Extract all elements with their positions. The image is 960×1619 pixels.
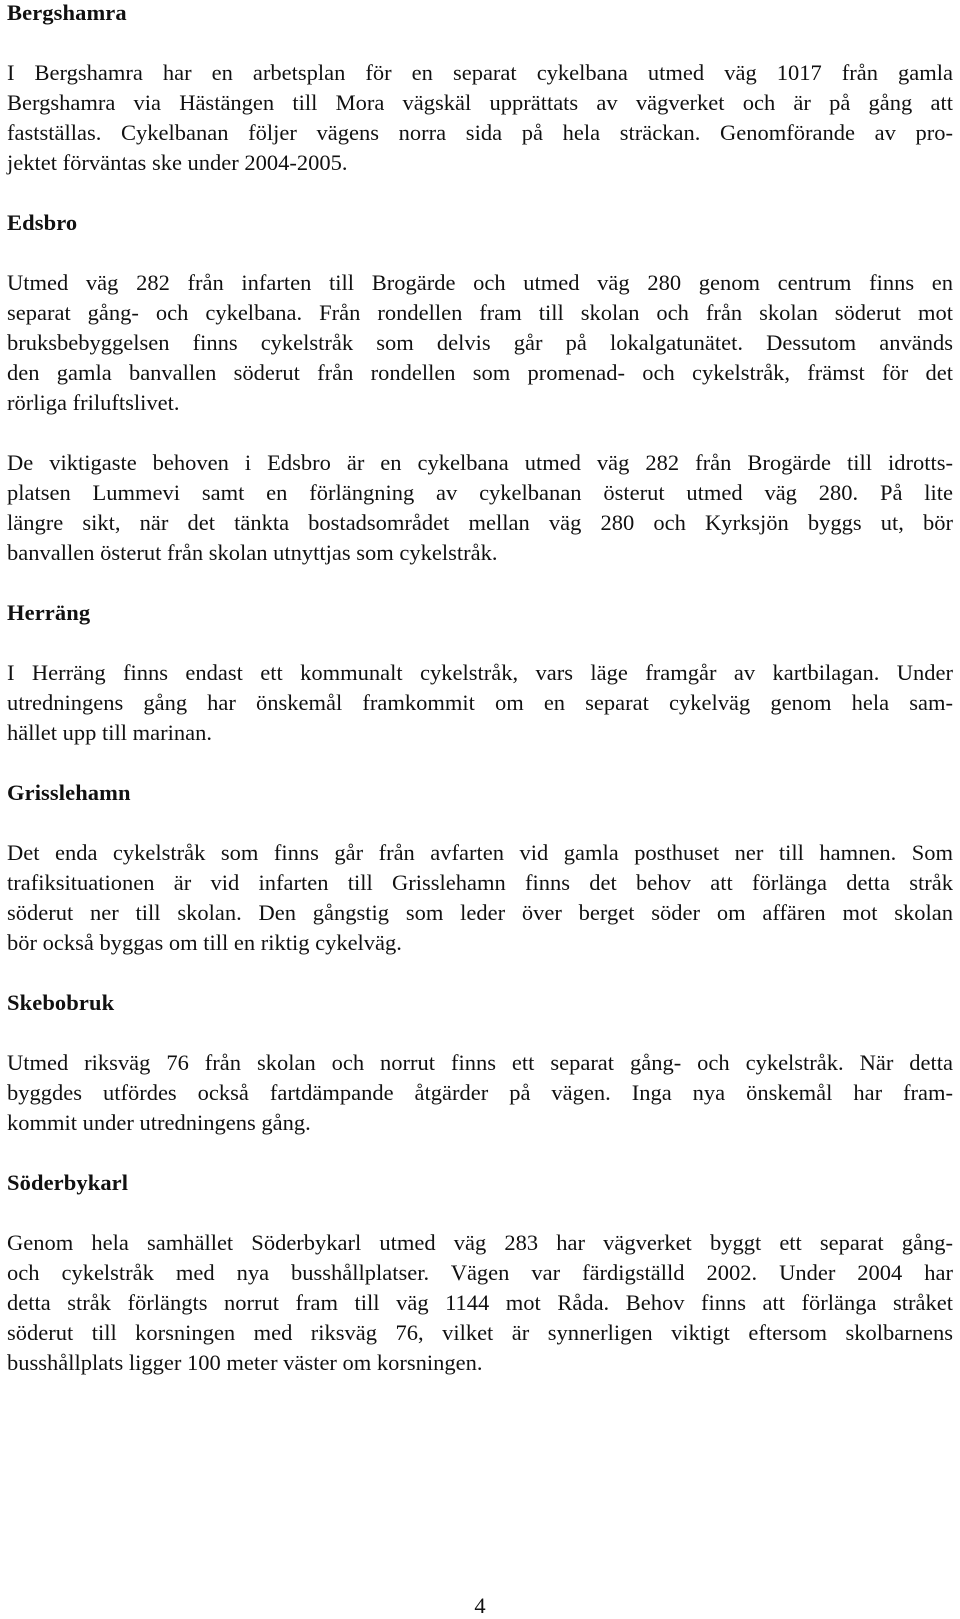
paragraph-line: jektet förväntas ske under 2004-2005. xyxy=(7,150,348,175)
paragraph-line: I Bergshamra har en arbetsplan för en separat cykelbana utmed väg 1017 från gamla xyxy=(7,60,953,85)
paragraph-line: utredningens gång har önskemål framkommit om en separat cykelväg genom hela sam- xyxy=(7,690,953,715)
paragraph-line: Utmed väg 282 från infarten till Brogärde och utmed väg 280 genom centrum finns en xyxy=(7,270,953,295)
paragraph-line: och cykelstråk med nya busshållplatser. Vägen var färdigställd 2002. Under 2004 har xyxy=(7,1260,953,1285)
paragraph-line: trafiksituationen är vid infarten till Grisslehamn finns det behov att förlänga detta stråk xyxy=(7,870,953,895)
page-number: 4 xyxy=(474,1593,486,1618)
paragraph-line: bruksbebyggelsen finns cykelstråk som delvis går på lokalgatunätet. Dessutom används xyxy=(7,330,953,355)
paragraph-line: platsen Lummevi samt en förlängning av cykelbanan österut utmed väg 280. På lite xyxy=(7,480,953,505)
paragraph-line: Utmed riksväg 76 från skolan och norrut finns ett separat gång- och cykelstråk. När detta xyxy=(7,1050,953,1075)
paragraph-line: detta stråk förlängts norrut fram till väg 1144 mot Råda. Behov finns att förlänga stråket xyxy=(7,1290,953,1315)
paragraph-line: De viktigaste behoven i Edsbro är en cykelbana utmed väg 282 från Brogärde till idrotts- xyxy=(7,450,953,475)
section-heading: Söderbykarl xyxy=(7,1170,129,1195)
paragraph-line: Bergshamra via Hästängen till Mora vägskäl upprättats av vägverket och är på gång att xyxy=(7,90,953,115)
paragraph-line: kommit under utredningens gång. xyxy=(7,1110,311,1135)
paragraph-line: söderut ner till skolan. Den gångstig som leder över berget söder om affären mot skolan xyxy=(7,900,953,925)
paragraph xyxy=(7,448,953,568)
paragraph-line: hället upp till marinan. xyxy=(7,720,212,745)
paragraph-line: rörliga friluftslivet. xyxy=(7,390,180,415)
paragraph-line: banvallen österut från skolan utnyttjas som cykelstråk. xyxy=(7,540,498,565)
paragraph-line: byggdes utfördes också fartdämpande åtgärder på vägen. Inga nya önskemål har fram- xyxy=(7,1080,953,1105)
paragraph xyxy=(7,268,953,418)
section-heading: Skebobruk xyxy=(7,990,115,1015)
section-heading: Edsbro xyxy=(7,210,78,235)
paragraph-line: separat gång- och cykelbana. Från rondellen fram till skolan och från skolan söderut mot xyxy=(7,300,953,325)
paragraph xyxy=(7,58,953,178)
document-body xyxy=(7,0,953,1408)
paragraph-line: söderut till korsningen med riksväg 76, vilket är synnerligen viktigt eftersom skolbarnens xyxy=(7,1320,953,1345)
section-heading: Herräng xyxy=(7,600,91,625)
paragraph-line: längre sikt, när det tänkta bostadsområdet mellan väg 280 och Kyrksjön byggs ut, bör xyxy=(7,510,953,535)
paragraph xyxy=(7,658,953,748)
section-heading: Grisslehamn xyxy=(7,780,131,805)
paragraph-line: den gamla banvallen söderut från rondellen som promenad- och cykelstråk, främst för det xyxy=(7,360,953,385)
paragraph-line: Det enda cykelstråk som finns går från avfarten vid gamla posthuset ner till hamnen. Som xyxy=(7,840,953,865)
paragraph-line: I Herräng finns endast ett kommunalt cykelstråk, vars läge framgår av kartbilagan. Under xyxy=(7,660,953,685)
paragraph xyxy=(7,1228,953,1378)
paragraph xyxy=(7,1048,953,1138)
paragraph-line: bör också byggas om till en riktig cykelväg. xyxy=(7,930,402,955)
paragraph-line: fastställas. Cykelbanan följer vägens norra sida på hela sträckan. Genomförande av pro- xyxy=(7,120,953,145)
paragraph-line: Genom hela samhället Söderbykarl utmed väg 283 har vägverket byggt ett separat gång- xyxy=(7,1230,953,1255)
section-heading: Bergshamra xyxy=(7,0,127,25)
paragraph-line: busshållplats ligger 100 meter väster om korsningen. xyxy=(7,1350,483,1375)
paragraph xyxy=(7,838,953,958)
